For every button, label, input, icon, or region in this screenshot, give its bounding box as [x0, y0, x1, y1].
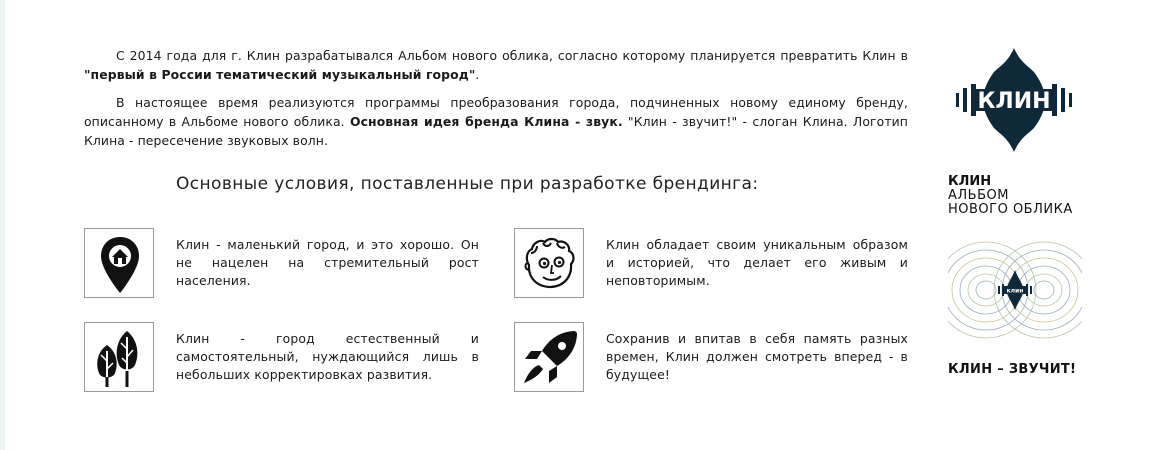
trees-icon	[84, 322, 154, 392]
intro-paragraph-1: С 2014 года для г. Клин разрабатывался Альбом нового облика, согласно которому планируется превратить Клин в "первый в России тематический музыкальный город".	[84, 48, 908, 82]
conditions-heading: Основные условия, поставленные при разработке брендинга:	[176, 174, 759, 194]
brand-title-line-2: АЛЬБОМ	[948, 188, 1009, 203]
brand-title-line-3: НОВОГО ОБЛИКА	[948, 202, 1073, 217]
condition-text-3: Клин - город естественный и самостоятельный, нуждающийся лишь в небольших корректировках развития.	[176, 331, 479, 382]
sound-wave-emblem	[948, 240, 1082, 340]
brand-slogan: КЛИН – ЗВУЧИТ!	[948, 362, 1077, 377]
intro-bold-phrase-2: Основная идея бренда Клина - звук.	[349, 114, 623, 129]
brand-title	[948, 175, 1073, 217]
left-edge-strip	[0, 0, 5, 450]
klin-logo	[952, 48, 1076, 152]
brand-title-line-1: КЛИН	[948, 174, 992, 189]
small-logo-text: клин	[1006, 287, 1024, 295]
smiley-face-icon	[514, 228, 584, 298]
logo-text: КЛИН	[977, 89, 1051, 114]
rocket-icon	[514, 322, 584, 392]
condition-text-1: Клин - маленький город, и это хорошо. Он не нацелен на стремительный рост населения.	[176, 237, 479, 288]
map-pin-home-icon	[84, 228, 154, 298]
intro-bold-phrase-1: "первый в России тематический музыкальный город"	[84, 67, 476, 82]
condition-text-2: Клин обладает своим уникальным образом и историей, что делает его живым и неповторимым.	[606, 237, 908, 288]
intro-paragraph-2: В настоящее время реализуются программы преобразования города, подчиненных новому единому бренду, описанному в Альбоме нового облика. Основная идея бренда Клина - звук. "Клин - звучит!" - слоган Клина. Логотип Клина - пересечение звуковых волн.	[84, 95, 908, 148]
condition-text-4: Сохранив и впитав в себя память разных времен, Клин должен смотреть вперед - в будущее!	[606, 331, 908, 382]
